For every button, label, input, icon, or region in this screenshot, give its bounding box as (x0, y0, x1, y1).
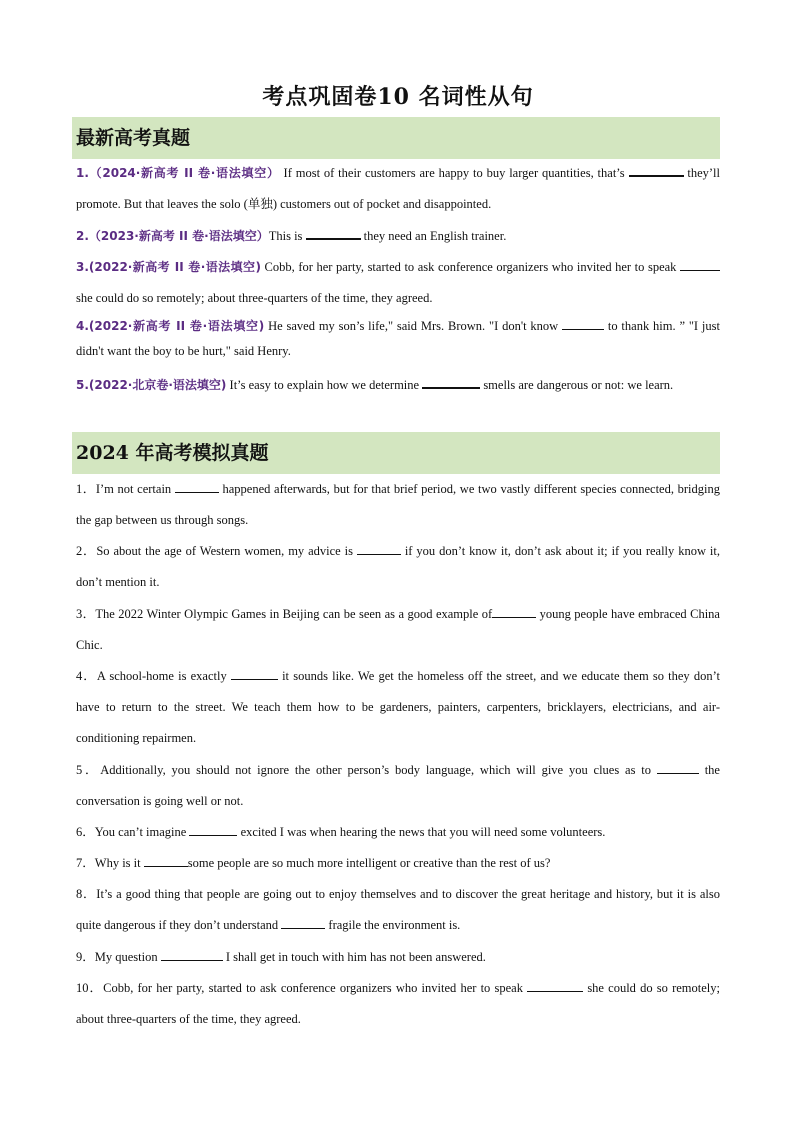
answer-blank[interactable] (562, 317, 604, 330)
answer-blank[interactable] (492, 605, 536, 618)
question-number: 1． (76, 482, 96, 496)
question-text-before: The 2022 Winter Olympic Games in Beijing can be seen as a good example of (95, 607, 493, 621)
exam-question-3 (76, 252, 720, 314)
answer-blank[interactable] (231, 667, 278, 680)
answer-blank[interactable] (175, 480, 219, 493)
exam-question-2 (76, 221, 720, 252)
question-text-before: My question (94, 950, 161, 964)
section-heading-mock-exams: 2024 年高考模拟真题 (72, 432, 720, 474)
question-source: 2.（2023·新高考 II 卷·语法填空） (76, 229, 269, 243)
question-text-after: some people are so much more intelligent or creative than the rest of us? (187, 856, 551, 870)
question-text-before: Cobb, for her party, started to ask conference organizers who invited her to speak (103, 981, 528, 995)
mock-question-5 (76, 755, 720, 817)
question-text-before: If most of their customers are happy to buy larger quantities, that’s (279, 166, 625, 180)
question-text-after: smells are dangerous or not: we learn. (480, 378, 674, 392)
mock-question-8 (76, 879, 720, 941)
question-text-after: she could do so remotely; about three-quarters of the time, they agreed. (76, 981, 720, 1026)
question-text-before: It’s a good thing that people are going out to enjoy themselves and to discover the great heritage and history, but it is also quite dangerous if they don’t understand (76, 887, 720, 932)
question-text-before: This is (268, 229, 306, 243)
answer-blank[interactable] (161, 948, 223, 961)
question-number: 7． (76, 856, 95, 870)
answer-blank[interactable] (629, 163, 684, 177)
question-text-after: the conversation is going well or not. (76, 763, 720, 808)
mock-question-4 (76, 661, 720, 754)
question-text-before: You can’t imagine (94, 825, 190, 839)
question-text-before: Additionally, you should not ignore the other person’s body language, which will give you clues as to (100, 763, 657, 777)
question-text-after: fragile the environment is. (325, 918, 461, 932)
question-number: 10． (76, 981, 104, 995)
question-text-before: A school-home is exactly (96, 669, 231, 683)
question-text-after: I shall get in touch with him has not been answered. (222, 950, 486, 964)
question-number: 6． (76, 825, 95, 839)
answer-blank[interactable] (527, 979, 583, 992)
answer-blank[interactable] (422, 375, 480, 389)
question-text-before: I’m not certain (95, 482, 175, 496)
question-text-after: she could do so remotely; about three-quarters of the time, they agreed. (76, 291, 433, 305)
question-text-after: happened afterwards, but for that brief period, we two vastly different species connected, bridging the gap between us through songs. (76, 482, 720, 527)
mock-question-1 (76, 474, 720, 536)
question-number: 4． (76, 669, 97, 683)
question-text-after: to thank him. ” "I just didn't want the boy to be hurt," said Henry. (76, 319, 720, 358)
question-number: 3． (76, 607, 96, 621)
answer-blank[interactable] (281, 916, 325, 929)
question-text-after: they’ll promote. But that leaves the solo (单独) customers out of pocket and disappointed. (76, 166, 720, 211)
question-number: 5． (76, 763, 101, 777)
mock-question-3 (76, 599, 720, 661)
question-text-after: it sounds like. We get the homeless off the street, and we educate them so they don’t have to return to the street. We teach them how to be gardeners, painters, carpenters, bricklayers, electricians, and air-conditioning repairmen. (76, 669, 720, 745)
mock-question-6 (76, 817, 720, 848)
question-number: 8． (76, 887, 97, 901)
mock-question-9 (76, 942, 720, 973)
question-text-before: Why is it (94, 856, 144, 870)
answer-blank[interactable] (144, 854, 188, 867)
answer-blank[interactable] (189, 823, 237, 836)
answer-blank[interactable] (680, 258, 720, 271)
question-text-after: if you don’t know it, don’t ask about it; if you really know it, don’t mention it. (76, 544, 720, 589)
mock-question-7 (76, 848, 720, 879)
exam-question-5 (76, 370, 720, 401)
question-number: 2． (76, 544, 97, 558)
question-source: 5.(2022·北京卷·语法填空) (76, 378, 227, 392)
question-text-before: He saved my son’s life," said Mrs. Brown. "I don't know (264, 319, 563, 333)
question-text-before: So about the age of Western women, my advice is (96, 544, 357, 558)
question-source: 1.（2024·新高考 II 卷·语法填空） (76, 166, 280, 180)
answer-blank[interactable] (657, 761, 699, 774)
question-source: 4.(2022·新高考 II 卷·语法填空) (76, 319, 265, 333)
exam-question-1 (76, 158, 720, 220)
answer-blank[interactable] (306, 226, 361, 240)
answer-blank[interactable] (357, 542, 401, 555)
question-text-after: they need an English trainer. (360, 229, 507, 243)
question-text-before: It’s easy to explain how we determine (226, 378, 423, 392)
question-number: 9． (76, 950, 95, 964)
mock-question-10 (76, 973, 720, 1035)
question-text-after: excited I was when hearing the news that you will need some volunteers. (237, 825, 606, 839)
exam-question-4 (76, 314, 720, 364)
section-heading-latest-exams: 最新高考真题 (72, 117, 720, 159)
question-source: 3.(2022·新高考 II 卷·语法填空) (76, 260, 261, 274)
document-title: 考点巩固卷10 名词性从句 (262, 84, 534, 110)
question-text-after: young people have embraced China Chic. (76, 607, 720, 652)
question-text-before: Cobb, for her party, started to ask conference organizers who invited her to speak (260, 260, 680, 274)
mock-question-2 (76, 536, 720, 598)
